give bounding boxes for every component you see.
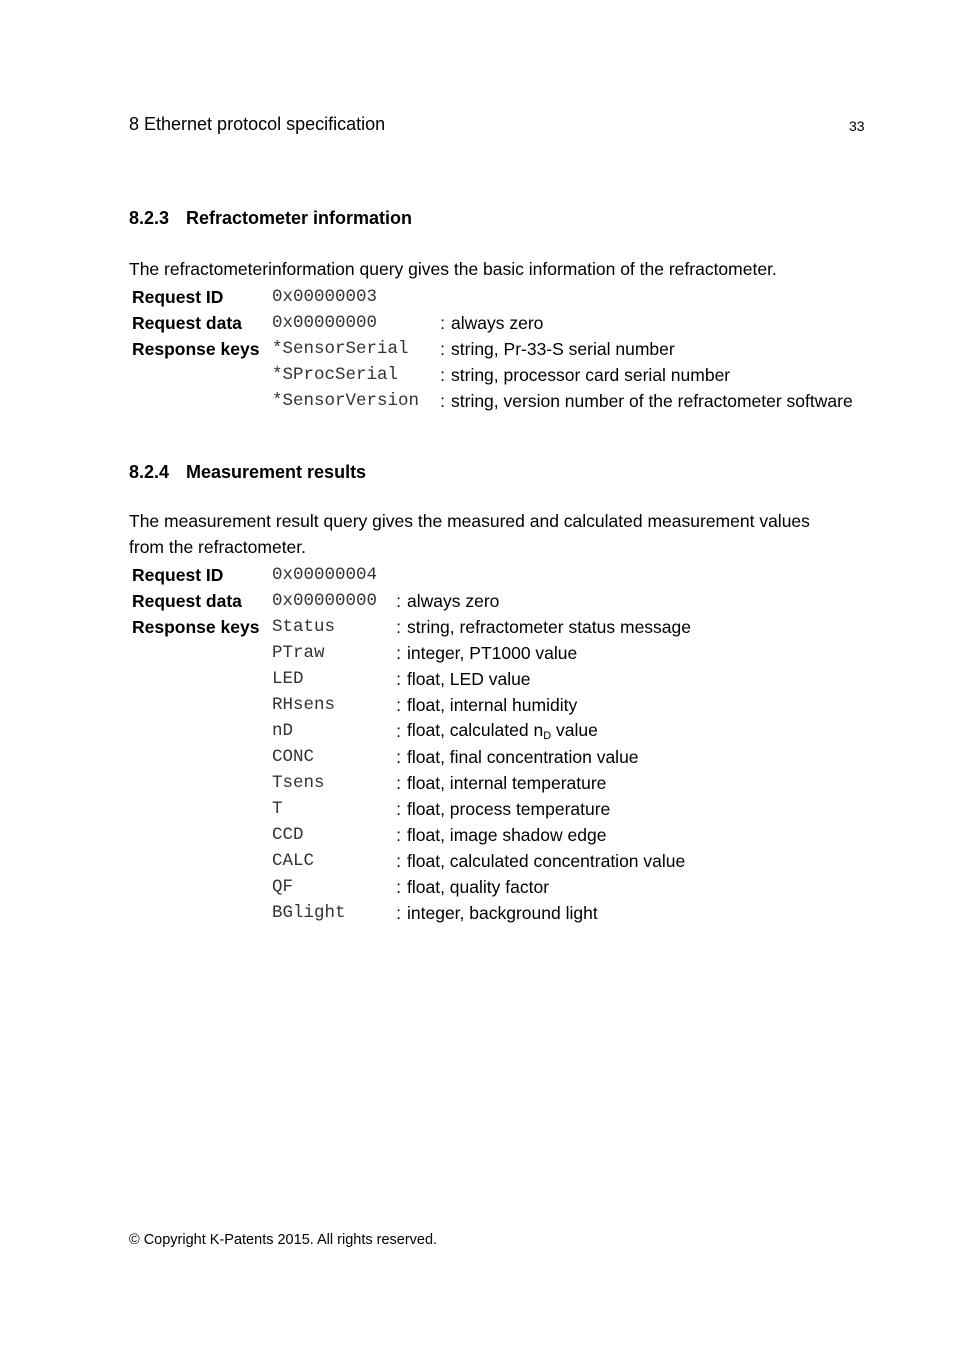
- request-id-value: 0x00000003: [272, 287, 378, 307]
- section-heading-measurement-results: [129, 462, 366, 483]
- request-id-label: Request ID: [132, 564, 224, 585]
- request-id-label: Request ID: [132, 286, 224, 307]
- spec-row-response-key: [129, 796, 691, 822]
- spec-row-response-key: [129, 336, 853, 362]
- spec-row-response-key: [129, 848, 691, 874]
- response-key-name: QF: [272, 877, 294, 897]
- response-key-name: *SensorVersion: [272, 391, 420, 411]
- section-intro-paragraph: The measurement result query gives the measured and calculated measurement values from the refractometer.: [129, 511, 810, 557]
- response-key-name: CALC: [272, 851, 315, 871]
- separator: :: [396, 850, 401, 871]
- separator: :: [440, 364, 445, 385]
- spec-row-response-key: [129, 744, 691, 770]
- request-data-label: Request data: [132, 590, 242, 611]
- response-key-name: Status: [272, 617, 336, 637]
- measurement-results-spec-table: [129, 562, 691, 926]
- section-heading-refractometer-information: [129, 208, 412, 229]
- spec-row-response-key: [129, 666, 691, 692]
- section-number: 8.2.4: [129, 462, 170, 482]
- separator: :: [396, 668, 401, 689]
- spec-row-request-data: [129, 588, 691, 614]
- request-data-description: always zero: [407, 590, 500, 611]
- spec-row-request-id: [129, 562, 691, 588]
- response-key-description: string, version number of the refractometer software: [451, 390, 853, 411]
- response-key-name: *SensorSerial: [272, 339, 409, 359]
- request-data-label: Request data: [132, 312, 242, 333]
- response-key-description: float, final concentration value: [407, 746, 639, 767]
- page-number: 33: [849, 118, 865, 134]
- separator: :: [440, 338, 445, 359]
- spec-row-response-key: [129, 388, 853, 414]
- section-title: Measurement results: [186, 462, 367, 482]
- copyright-footer: © Copyright K-Patents 2015. All rights reserved.: [129, 1232, 438, 1248]
- spec-row-response-key: [129, 718, 691, 744]
- separator: :: [396, 746, 401, 767]
- section-title: Refractometer information: [186, 208, 413, 228]
- response-key-name: BGlight: [272, 903, 346, 923]
- response-key-description: float, calculated concentration value: [407, 850, 686, 871]
- separator: :: [396, 824, 401, 845]
- response-keys-label: Response keys: [132, 338, 260, 359]
- spec-row-response-key: [129, 822, 691, 848]
- response-key-name: RHsens: [272, 695, 336, 715]
- refractometer-info-spec-table: [129, 284, 853, 414]
- response-key-name: PTraw: [272, 643, 325, 663]
- response-key-description: integer, background light: [407, 902, 598, 923]
- response-key-description: string, Pr-33-S serial number: [451, 338, 675, 359]
- running-header-title: 8 Ethernet protocol specification: [129, 114, 386, 134]
- separator: :: [396, 720, 401, 741]
- response-key-description: string, processor card serial number: [451, 364, 731, 385]
- separator: :: [396, 876, 401, 897]
- separator: :: [396, 694, 401, 715]
- spec-row-response-key: [129, 900, 691, 926]
- spec-row-response-key: [129, 692, 691, 718]
- section-number: 8.2.3: [129, 208, 170, 228]
- response-key-description: float, process temperature: [407, 798, 611, 819]
- response-key-name: Tsens: [272, 773, 325, 793]
- request-data-value: 0x00000000: [272, 591, 378, 611]
- response-key-name: T: [272, 799, 283, 819]
- spec-row-request-data: [129, 310, 853, 336]
- separator: :: [396, 798, 401, 819]
- response-key-name: *SProcSerial: [272, 365, 399, 385]
- spec-row-response-key: [129, 362, 853, 388]
- spec-row-response-key: [129, 874, 691, 900]
- separator: :: [440, 390, 445, 411]
- separator: :: [396, 616, 401, 637]
- response-key-name: CCD: [272, 825, 304, 845]
- spec-row-response-key: [129, 770, 691, 796]
- request-data-value: 0x00000000: [272, 313, 378, 333]
- response-key-description: float, image shadow edge: [407, 824, 607, 845]
- response-key-description: string, refractometer status message: [407, 616, 691, 637]
- response-key-description: float, internal humidity: [407, 694, 578, 715]
- spec-row-response-key: [129, 614, 691, 640]
- spec-row-response-key: [129, 640, 691, 666]
- separator: :: [396, 642, 401, 663]
- request-id-value: 0x00000004: [272, 565, 378, 585]
- description-text: float, calculated n: [407, 720, 544, 740]
- response-keys-label: Response keys: [132, 616, 260, 637]
- response-key-description: float, internal temperature: [407, 772, 607, 793]
- response-key-description: [407, 718, 691, 744]
- subscript: D: [543, 730, 552, 742]
- response-key-name: CONC: [272, 747, 315, 767]
- request-data-description: always zero: [451, 312, 544, 333]
- separator: :: [396, 590, 401, 611]
- response-key-name: LED: [272, 669, 304, 689]
- response-key-name: nD: [272, 721, 294, 741]
- response-key-description: float, quality factor: [407, 876, 550, 897]
- separator: :: [440, 312, 445, 333]
- description-text: value: [551, 720, 598, 740]
- separator: :: [396, 902, 401, 923]
- spec-row-request-id: [129, 284, 853, 310]
- response-key-description: float, LED value: [407, 668, 531, 689]
- separator: :: [396, 772, 401, 793]
- response-key-description: integer, PT1000 value: [407, 642, 578, 663]
- section-intro-paragraph: The refractometerinformation query gives the basic information of the refractometer.: [129, 259, 777, 279]
